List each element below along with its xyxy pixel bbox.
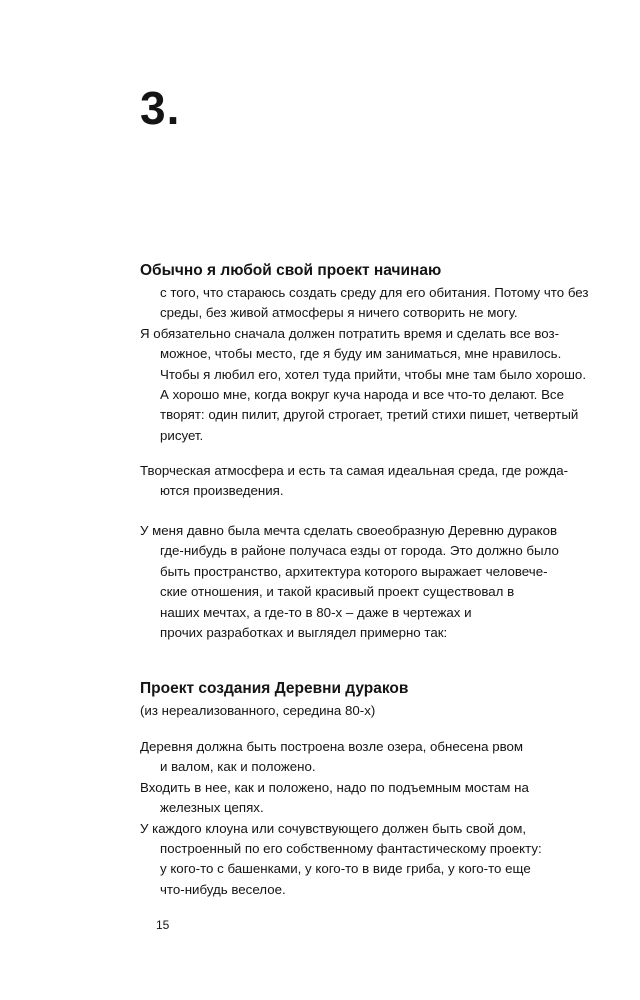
text-line: Чтобы я любил его, хотел туда прийти, чтобы мне там было хорошо. (160, 366, 587, 382)
text-line: что-нибудь веселое. (160, 881, 286, 897)
text-line: где-нибудь в районе получаса езды от города. Это должно было (160, 543, 559, 559)
text-line: среды, без живой атмосферы я ничего сотворить не могу. (160, 305, 518, 321)
text-line: ются произведения. (160, 483, 284, 499)
section-subtitle: (из нереализованного, середина 80-х) (140, 703, 376, 718)
text-line: Входить в нее, как и положено, надо по подъемным мостам на (140, 779, 529, 795)
project-header (140, 677, 560, 721)
page-number: 15 (156, 918, 170, 932)
text-line: рисует. (160, 427, 204, 443)
project-description (140, 737, 560, 900)
text-line: Я обязательно сначала должен потратить время и сделать все воз- (140, 325, 560, 341)
lead-sentence: Обычно я любой свой проект начинаю (140, 262, 442, 279)
text-line: ские отношения, и такой красивый проект существовал в (160, 584, 515, 600)
text-line: быть пространство, архитектура которого выражает человече- (160, 563, 548, 579)
chapter-number: 3. (140, 82, 181, 134)
intro-section (140, 259, 589, 446)
atmosphere-paragraph (140, 461, 569, 502)
text-line: наших мечтах, а где-то в 80-х – даже в чертежах и (160, 604, 472, 620)
text-line: железных цепях. (160, 800, 264, 816)
text-line: с того, что стараюсь создать среду для его обитания. Потому что без (160, 285, 589, 300)
text-line: У каждого клоуна или сочувствующего должен быть свой дом, (140, 820, 527, 836)
text-line: творят: один пилит, другой строгает, третий стихи пишет, четвертый (160, 407, 579, 423)
text-line: Творческая атмосфера и есть та самая идеальная среда, где рожда- (140, 463, 569, 478)
text-line: и валом, как и положено. (160, 759, 316, 775)
text-line: построенный по его собственному фантастическому проекту: (160, 841, 542, 857)
text-line: можное, чтобы место, где я буду им заниматься, мне нравилось. (160, 346, 562, 362)
text-line: А хорошо мне, когда вокруг куча народа и все что-то делают. Все (160, 387, 564, 403)
dream-paragraph (140, 521, 560, 643)
text-line: у кого-то с башенками, у кого-то в виде гриба, у кого-то еще (160, 861, 531, 877)
text-line: Деревня должна быть построена возле озера, обнесена рвом (140, 739, 524, 754)
section-heading: Проект создания Деревни дураков (140, 680, 409, 697)
text-line: У меня давно была мечта сделать своеобразную Деревню дураков (140, 523, 558, 538)
text-line: прочих разработках и выглядел примерно так: (160, 625, 448, 641)
